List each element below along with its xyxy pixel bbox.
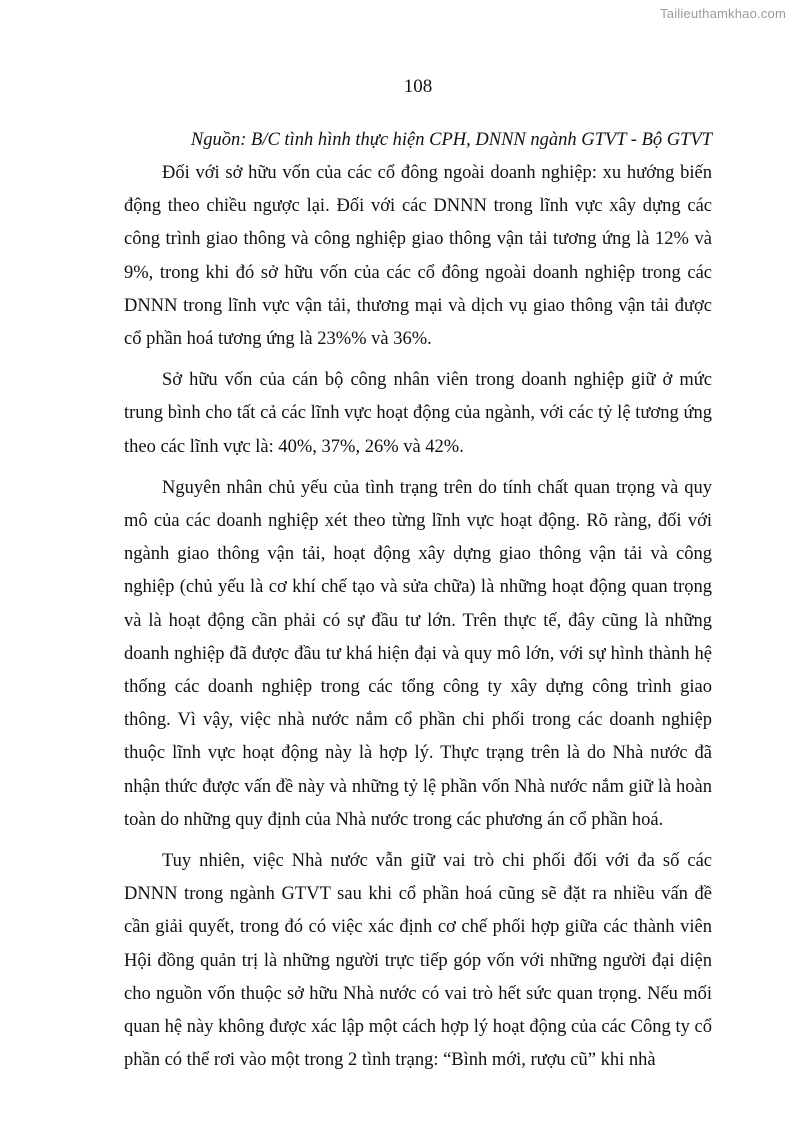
paragraph-employee-ownership: Sở hữu vốn của cán bộ công nhân viên trong doanh nghiệp giữ ở mức trung bình cho tất cả các lĩnh vực hoạt động của ngành, với các tỷ lệ tương ứng theo các lĩnh vực là: 40%, 37%, 26% và 42%. bbox=[124, 370, 712, 457]
paragraph-state-control-issues: Tuy nhiên, việc Nhà nước vẫn giữ vai trò chi phối đối với đa số các DNNN trong ngành GTVT sau khi cổ phần hoá cũng sẽ đặt ra nhiều vấn đề cần giải quyết, trong đó có việc xác định cơ chế phối hợp giữa các thành viên Hội đồng quản trị là những người trực tiếp góp vốn với những người đại diện cho nguồn vốn thuộc sở hữu Nhà nước có vai trò hết sức quan trọng. Nếu mối quan hệ này không được xác lập một cách hợp lý hoạt động của các Công ty cổ phần có thể rơi vào một trong 2 tình trạng: “Bình mới, rượu cũ” khi nhà bbox=[124, 851, 712, 1071]
paragraph-main-causes: Nguyên nhân chủ yếu của tình trạng trên do tính chất quan trọng và quy mô của các doanh nghiệp xét theo từng lĩnh vực hoạt động. Rõ ràng, đối với ngành giao thông vận tải, hoạt động xây dựng giao thông vận tải và công nghiệp (chủ yếu là cơ khí chế tạo và sửa chữa) là những hoạt động quan trọng và là hoạt động cần phải có sự đầu tư lớn. Trên thực tế, đây cũng là những doanh nghiệp đã được đầu tư khá hiện đại và quy mô lớn, với sự hình thành hệ thống các doanh nghiệp trong các tổng công ty xây dựng công trình giao thông. Vì vậy, việc nhà nước nắm cổ phần chi phối trong các doanh nghiệp thuộc lĩnh vực hoạt động này là hợp lý. Thực trạng trên là do Nhà nước đã nhận thức được vấn đề này và những tỷ lệ phần vốn Nhà nước nắm giữ là hoàn toàn do những quy định của Nhà nước trong các phương án cổ phần hoá. bbox=[124, 477, 712, 830]
paragraph-foreign-shareholders: Đối với sở hữu vốn của các cổ đông ngoài doanh nghiệp: xu hướng biến động theo chiều ngược lại. Đối với các DNNN trong lĩnh vực xây dựng các công trình giao thông và công nghiệp giao thông vận tải tương ứng là 12% và 9%, trong khi đó sở hữu vốn của các cổ đông ngoài doanh nghiệp trong các DNNN trong lĩnh vực vận tải, thương mại và dịch vụ giao thông vận tải được cổ phần hoá tương ứng là 23%% và 36%. bbox=[124, 163, 712, 350]
document-body bbox=[124, 124, 712, 1077]
source-citation: Nguồn: B/C tình hình thực hiện CPH, DNNN ngành GTVT - Bộ GTVT bbox=[190, 130, 712, 150]
watermark-text: Tailieuthamkhao.com bbox=[660, 6, 786, 21]
page-number: 108 bbox=[403, 76, 433, 97]
